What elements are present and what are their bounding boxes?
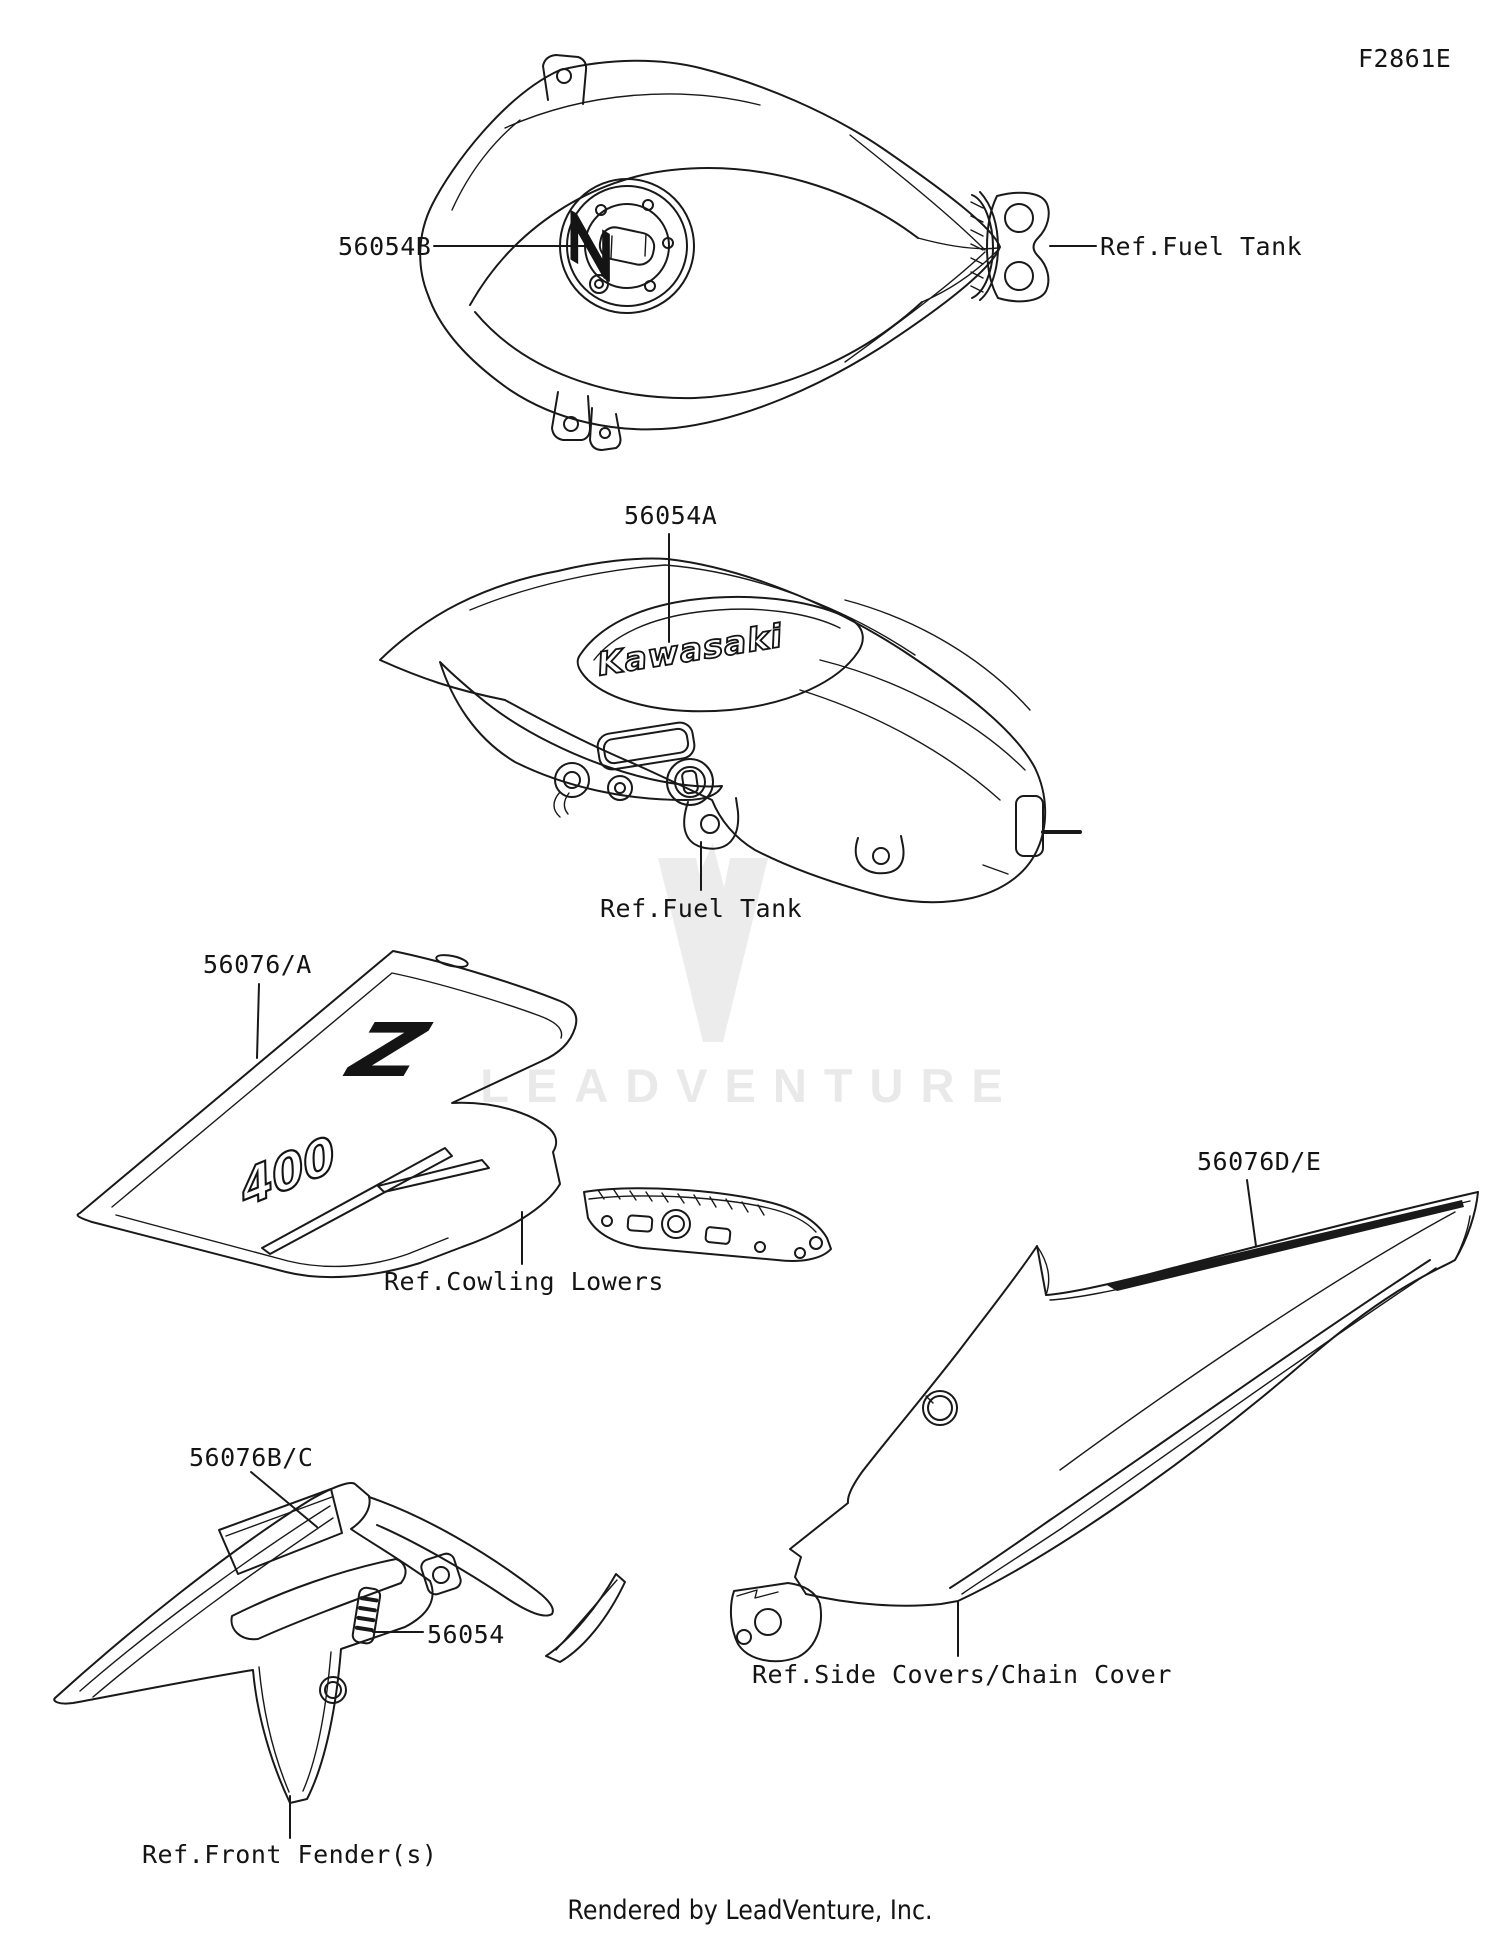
tank-top-z-logo-decal: Z [557, 207, 621, 285]
part-label-56054A: 56054A [624, 501, 718, 530]
part-label-56076BC: 56076B/C [189, 1443, 314, 1472]
part-label-56054: 56054 [427, 1620, 505, 1649]
figure-code: F2861E [1358, 44, 1452, 73]
tank-side-kawasaki-decal: Kawasaki [594, 616, 786, 684]
leader-56076A [257, 984, 259, 1058]
part-label-56076A: 56076/A [203, 950, 312, 979]
side-cover [546, 1192, 1478, 1662]
shroud-z-logo-decal: Z [339, 1008, 437, 1094]
cowling-lowers-bracket [584, 1188, 831, 1261]
render-credit: Rendered by LeadVenture, Inc. [567, 1895, 933, 1926]
leadventure-watermark-text: LEADVENTURE [480, 1059, 1020, 1112]
leader-56076DE [1247, 1180, 1256, 1246]
ref-label-front-fender: Ref.Front Fender(s) [142, 1840, 438, 1869]
ref-label-side-covers: Ref.Side Covers/Chain Cover [752, 1660, 1172, 1689]
leadventure-flame-icon [658, 843, 768, 1042]
fuel-tank-side-view [380, 559, 1080, 903]
part-label-56054B: 56054B [338, 232, 432, 261]
ref-label-fuel-tank-side: Ref.Fuel Tank [600, 894, 803, 923]
tank-front-fittings [554, 721, 713, 817]
cowling-shroud [78, 951, 577, 1277]
fuel-tank-top-view [420, 55, 1049, 450]
ref-label-fuel-tank-top: Ref.Fuel Tank [1100, 232, 1303, 261]
part-label-56076DE: 56076D/E [1197, 1147, 1322, 1176]
leader-56076BC [251, 1472, 317, 1527]
shroud-400-decal: 400 [235, 1125, 341, 1219]
tank-rear-bracket [987, 193, 1049, 302]
ref-label-cowling-lowers: Ref.Cowling Lowers [384, 1267, 664, 1296]
